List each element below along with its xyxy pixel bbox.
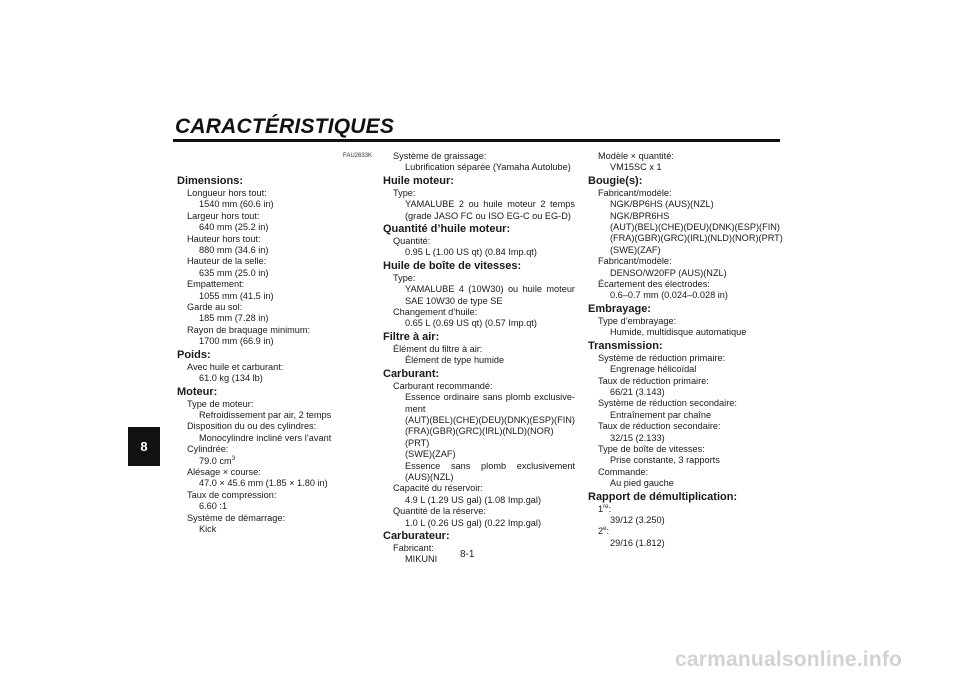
spec-value-displacement: [177, 456, 367, 467]
spec-value: SAE 10W30 de type SE: [405, 295, 503, 306]
spec-value: NGK/BP6HS (AUS)(NZL): [610, 199, 714, 210]
spec-value: 61.0 kg (134 lb): [199, 373, 263, 384]
spec-value: 1.0 L (0.26 US gal) (0.22 Imp.gal): [405, 517, 542, 528]
spec-label: Changement d’huile:: [393, 307, 478, 318]
engine-oil-heading: Huile moteur:: [383, 174, 454, 187]
spec-label: Fabricant/modèle:: [598, 256, 672, 267]
spec-value: 880 mm (34.6 in): [199, 245, 269, 256]
spec-label: Type:: [393, 187, 416, 198]
spec-label: Hauteur de la selle:: [187, 256, 267, 267]
spark-plug-heading: Bougie(s):: [588, 174, 643, 187]
spec-value: Essence ordinaire sans plomb exclusive-: [405, 392, 575, 403]
gear-ratio-heading: Rapport de démultiplication:: [588, 490, 738, 503]
spec-label: Taux de réduction primaire:: [598, 375, 709, 386]
page-number: 8-1: [460, 549, 475, 560]
spec-value: (SWE)(ZAF): [610, 244, 661, 255]
spec-label: Longueur hors tout:: [187, 188, 267, 198]
page-title: CARACTÉRISTIQUES: [175, 115, 395, 138]
spec-label: Commande:: [598, 466, 649, 477]
air-filter-heading: Filtre à air:: [383, 330, 440, 343]
spec-value: 66/21 (3.143): [610, 386, 665, 397]
spec-value: Essence sans plomb exclusivement: [405, 460, 575, 471]
spec-value: Lubrification séparée (Yamaha Autolube): [405, 162, 571, 173]
fuel-heading: Carburant:: [383, 367, 440, 380]
spec-value: Kick: [199, 523, 217, 534]
spec-label: Système de réduction secondaire:: [598, 398, 737, 409]
gear-second-label: 2e:: [598, 526, 610, 537]
displacement-value: 79.0 cm: [199, 455, 232, 466]
spec-label: Avec huile et carburant:: [187, 361, 284, 372]
fau-code: FAU2633K: [343, 153, 373, 159]
spec-value: (FRA)(GBR)(GRC)(IRL)(NLD)(NOR)(PRT): [610, 233, 783, 244]
spec-value: ment: [405, 403, 426, 414]
spec-value: 29/16 (1.812): [610, 537, 665, 548]
spec-label: Capacité du réservoir:: [393, 483, 483, 494]
spec-label: Fabricant:: [393, 542, 434, 553]
spec-value: 1700 mm (66.9 in): [199, 336, 274, 347]
spec-label: Disposition du ou des cylindres:: [187, 421, 317, 432]
gear-first-sup: re: [603, 503, 609, 510]
chapter-tab: 8: [128, 427, 160, 466]
spec-value: 47.0 × 45.6 mm (1.85 × 1.80 in): [199, 478, 328, 489]
spec-value: (AUT)(BEL)(CHE)(DEU)(DNK)(ESP)(FIN): [405, 414, 575, 425]
spec-value: 32/15 (2.133): [610, 432, 665, 443]
column-1: [177, 174, 367, 535]
spec-label: Quantité de la réserve:: [393, 506, 486, 517]
gear-first-label: 1re:: [598, 503, 612, 514]
spec-value: YAMALUBE 2 ou huile moteur 2 temps: [405, 199, 575, 210]
spec-label: Quantité:: [393, 236, 431, 247]
spec-value: Humide, multidisque automatique: [610, 327, 747, 338]
spec-label: Modèle × quantité:: [598, 151, 674, 161]
spec-value: (SWE)(ZAF): [405, 449, 456, 460]
spec-value: DENSO/W20FP (AUS)(NZL): [610, 267, 727, 278]
oil-quantity-heading: Quantité d’huile moteur:: [383, 223, 511, 236]
spec-label: Écartement des électrodes:: [598, 279, 710, 290]
spec-label: Type de boîte de vitesses:: [598, 443, 705, 454]
spec-value: 0.65 L (0.69 US qt) (0.57 Imp.qt): [405, 318, 537, 329]
dimensions-heading: Dimensions:: [177, 175, 244, 187]
spec-label: Taux de compression:: [187, 489, 277, 500]
displacement-sup: 3: [231, 455, 236, 462]
spec-label: Type de moteur:: [187, 398, 254, 409]
spec-label: Cylindrée:: [187, 444, 229, 455]
engine-heading: Moteur:: [177, 385, 218, 398]
spec-value: Entraînement par chaîne: [610, 409, 712, 420]
spec-label: Alésage × course:: [187, 466, 261, 477]
weight-heading: Poids:: [177, 348, 211, 361]
spec-label: Rayon de braquage minimum:: [187, 324, 311, 335]
spec-label: Garde au sol:: [187, 302, 243, 313]
spec-label: Fabricant/modèle:: [598, 187, 672, 198]
spec-value: NGK/BPR6HS: [610, 210, 670, 221]
spec-label: Système de réduction primaire:: [598, 352, 726, 363]
spec-label: Carburant recommandé:: [393, 380, 493, 391]
gear-second-sup: e: [603, 526, 607, 533]
spec-value: 1055 mm (41.5 in): [199, 290, 274, 301]
spec-label: Système de démarrage:: [187, 512, 286, 523]
spec-label: Type d’embrayage:: [598, 315, 677, 326]
spec-label: Type:: [393, 272, 416, 283]
gear-second-num: 2: [598, 526, 604, 537]
column-3: [588, 151, 783, 549]
spec-value: (AUS)(NZL): [405, 471, 454, 482]
spec-value: 4.9 L (1.29 US gal) (1.08 Imp.gal): [405, 494, 542, 505]
spec-label: Largeur hors tout:: [187, 210, 260, 221]
column-2: [383, 151, 575, 566]
spec-value: Refroidissement par air, 2 temps: [199, 409, 332, 420]
spec-value: Au pied gauche: [610, 478, 674, 489]
spec-value: (FRA)(GBR)(GRC)(IRL)(NLD)(NOR)(PRT): [405, 426, 554, 448]
spec-value: 635 mm (25.0 in): [199, 267, 269, 278]
spec-value: (AUT)(BEL)(CHE)(DEU)(DNK)(ESP)(FIN): [610, 222, 780, 233]
spec-label: Système de graissage:: [393, 151, 487, 161]
spec-value: VM15SC x 1: [610, 162, 662, 173]
spec-value: 185 mm (7.28 in): [199, 313, 269, 324]
spec-value: (grade JASO FC ou ISO EG-C ou EG-D): [405, 210, 571, 221]
carburetor-heading: Carburateur:: [383, 529, 450, 542]
spec-value: 0.6–0.7 mm (0.024–0.028 in): [610, 290, 728, 301]
spec-value: 39/12 (3.250): [610, 514, 665, 525]
title-rule: [173, 139, 780, 142]
spec-value: 1540 mm (60.6 in): [199, 199, 274, 210]
spec-value: Élément de type humide: [405, 355, 505, 366]
spec-label: Empattement:: [187, 279, 245, 290]
spec-value: 640 mm (25.2 in): [199, 222, 269, 233]
spec-value: 0.95 L (1.00 US qt) (0.84 Imp.qt): [405, 247, 537, 258]
spec-value: YAMALUBE 4 (10W30) ou huile moteur: [405, 284, 575, 295]
transmission-heading: Transmission:: [588, 339, 663, 352]
spec-value: Prise constante, 3 rapports: [610, 455, 720, 466]
watermark: carmanualsonline.info: [675, 648, 903, 671]
spec-label: Élément du filtre à air:: [393, 343, 483, 354]
clutch-heading: Embrayage:: [588, 302, 651, 315]
gear-first-num: 1: [598, 503, 604, 514]
gear-oil-heading: Huile de boîte de vitesses:: [383, 259, 522, 272]
spec-label: Hauteur hors tout:: [187, 233, 261, 244]
spec-value: Engrenage hélicoïdal: [610, 364, 697, 375]
spec-value: Monocylindre incliné vers l’avant: [199, 432, 332, 443]
spec-label: Taux de réduction secondaire:: [598, 421, 721, 432]
spec-value: 6.60 :1: [199, 501, 228, 512]
spec-value: MIKUNI: [405, 554, 438, 565]
